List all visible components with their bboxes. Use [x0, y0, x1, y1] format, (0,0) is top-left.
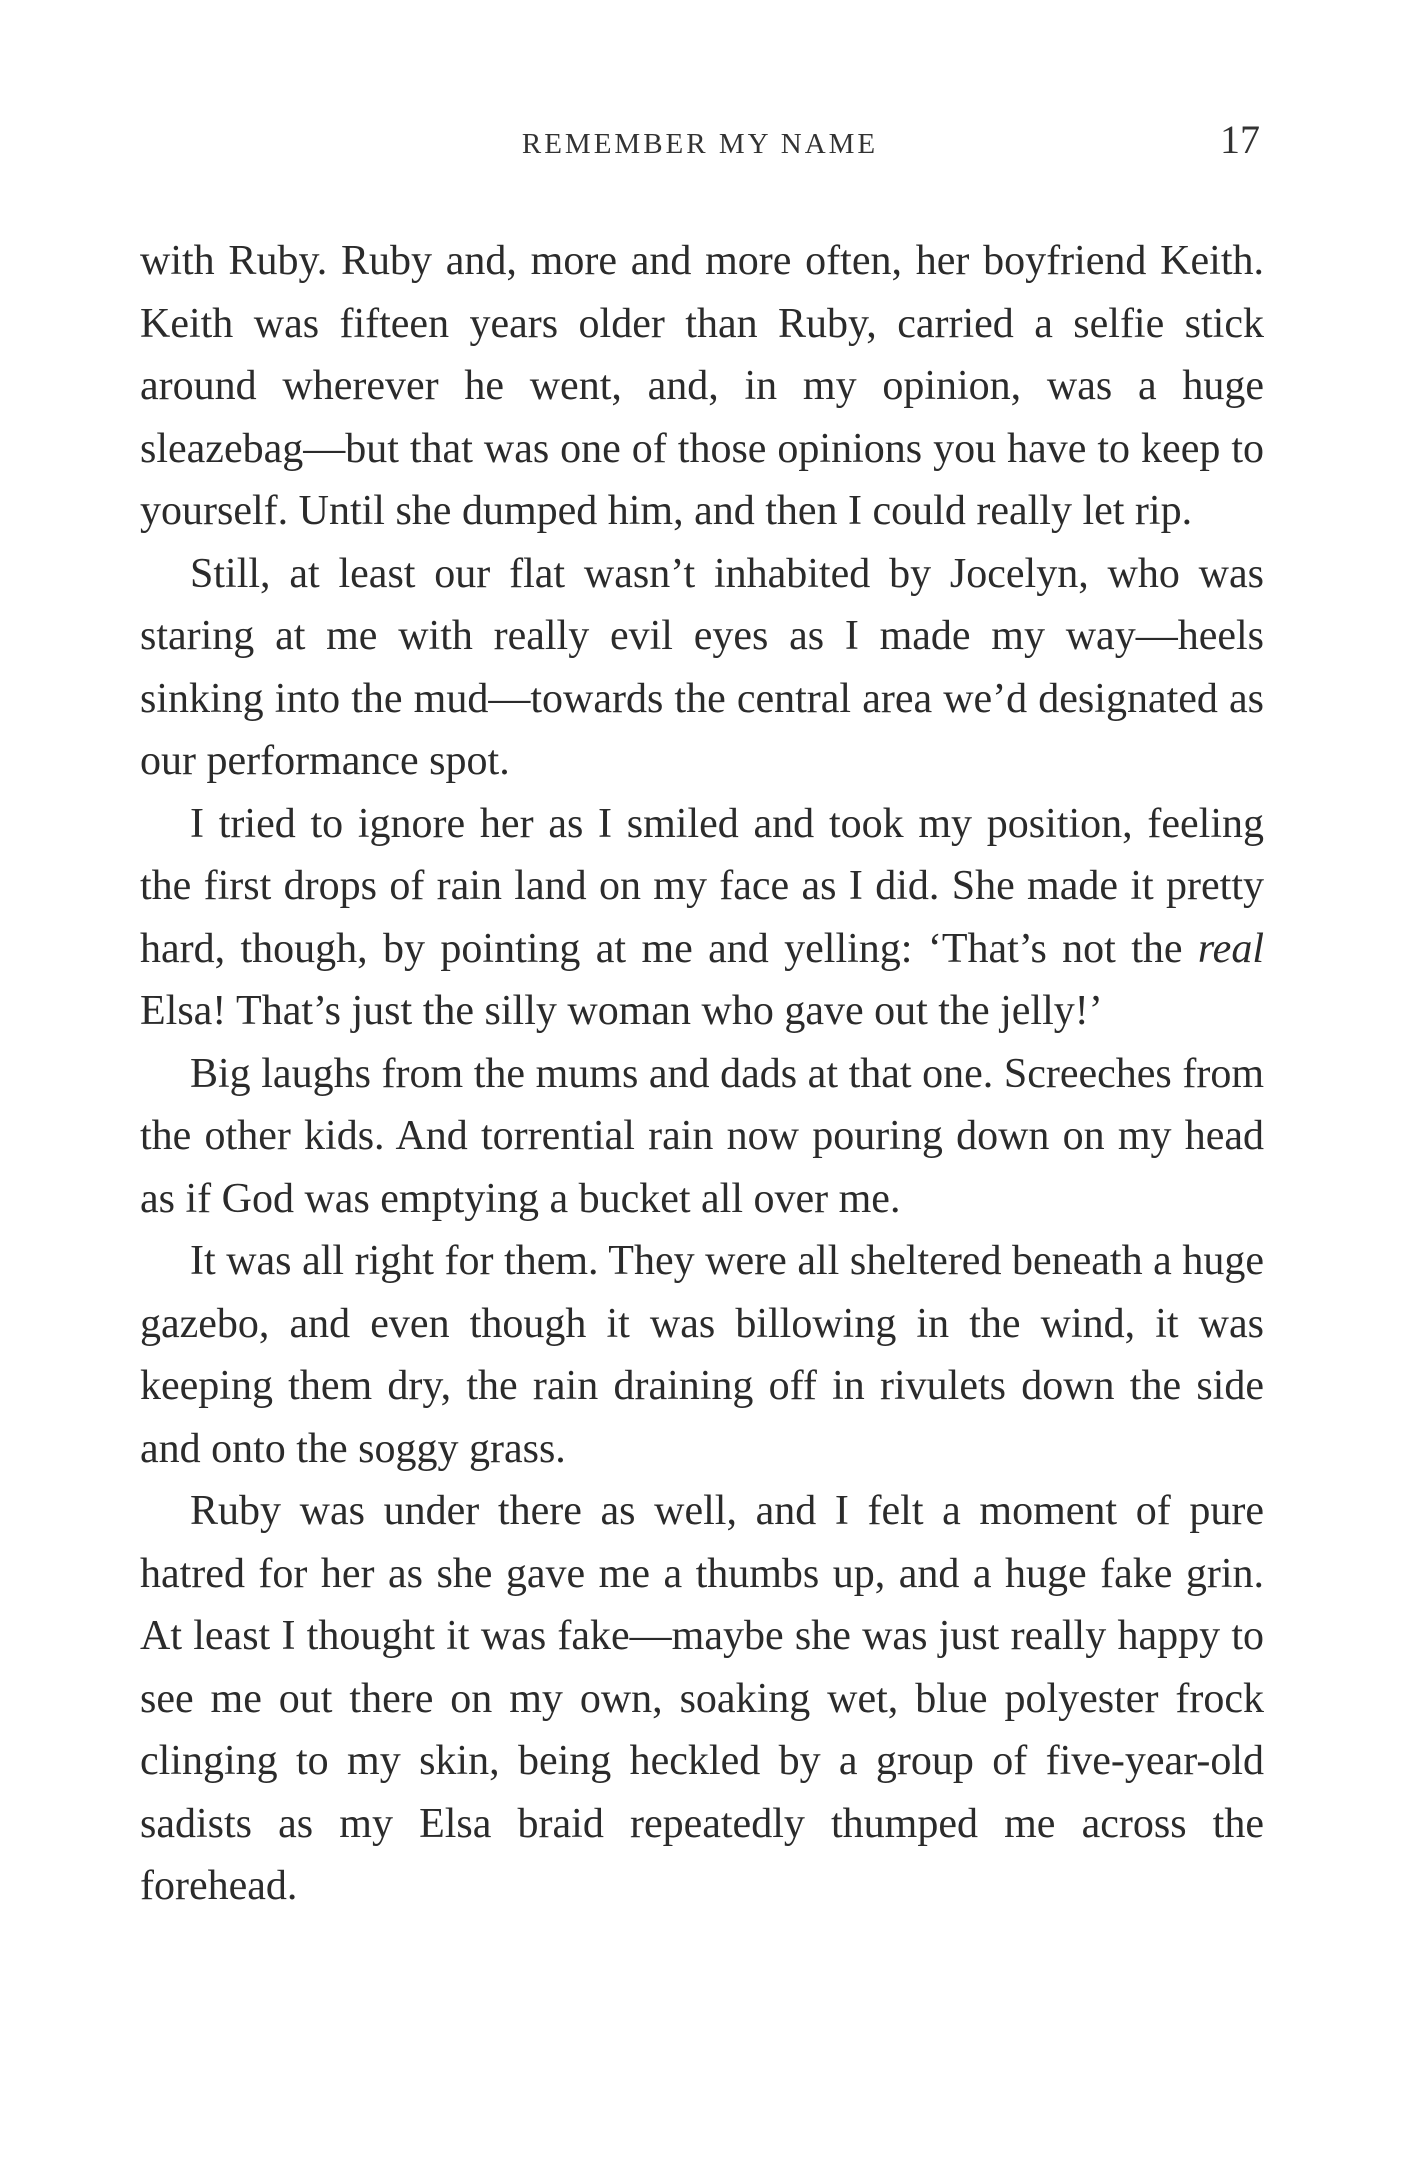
- text-run: It was all right for them. They were all sheltered beneath a huge gazebo, and even though it was billowing in the wind, it was keeping them dry, the rain draining off in rivulets down the side and onto the soggy grass.: [140, 1238, 1264, 1472]
- paragraph: [140, 1230, 1264, 1480]
- paragraph: [140, 230, 1264, 543]
- paragraph: [140, 1480, 1264, 1918]
- page-number: 17: [1220, 117, 1260, 162]
- italic-text: real: [1197, 925, 1264, 972]
- running-title: REMEMBER MY NAME: [521, 128, 879, 160]
- paragraph: [140, 543, 1264, 793]
- running-head: [140, 117, 1260, 178]
- text-run: Still, at least our flat wasn’t inhabited by Jocelyn, who was staring at me with really evil eyes as I made my way—heels sinking into the mud—towards the central area we’d designated as our performance spot.: [140, 550, 1264, 784]
- paragraph: [140, 793, 1264, 1043]
- text-run: Big laughs from the mums and dads at that one. Screeches from the other kids. And torrential rain now pouring down on my head as if God was emptying a bucket all over me.: [140, 1050, 1264, 1222]
- body-text: [140, 230, 1264, 1918]
- text-run: Elsa! That’s just the silly woman who gave out the jelly!’: [140, 988, 1103, 1034]
- text-run: I tried to ignore her as I smiled and took my position, feeling the first drops of rain land on my face as I did. She made it pretty hard, though, by pointing at me and yelling: ‘That’s not the: [140, 800, 1264, 972]
- text-run: Ruby was under there as well, and I felt a moment of pure hatred for her as she gave me a thumbs up, and a huge fake grin. At least I thought it was fake—maybe she was just really happy to see me out there on my own, soaking wet, blue polyester frock clinging to my skin, being heckled by a group of five-year-old sadists as my Elsa braid repeatedly thumped me across the forehead.: [140, 1488, 1264, 1909]
- paragraph: [140, 1043, 1264, 1231]
- text-run: with Ruby. Ruby and, more and more often, her boyfriend Keith. Keith was fifteen years older than Ruby, carried a selfie stick around wherever he went, and, in my opinion, was a huge sleazebag—but that was one of those opinions you have to keep to yourself. Until she dumped him, and then I could really let rip.: [140, 238, 1264, 534]
